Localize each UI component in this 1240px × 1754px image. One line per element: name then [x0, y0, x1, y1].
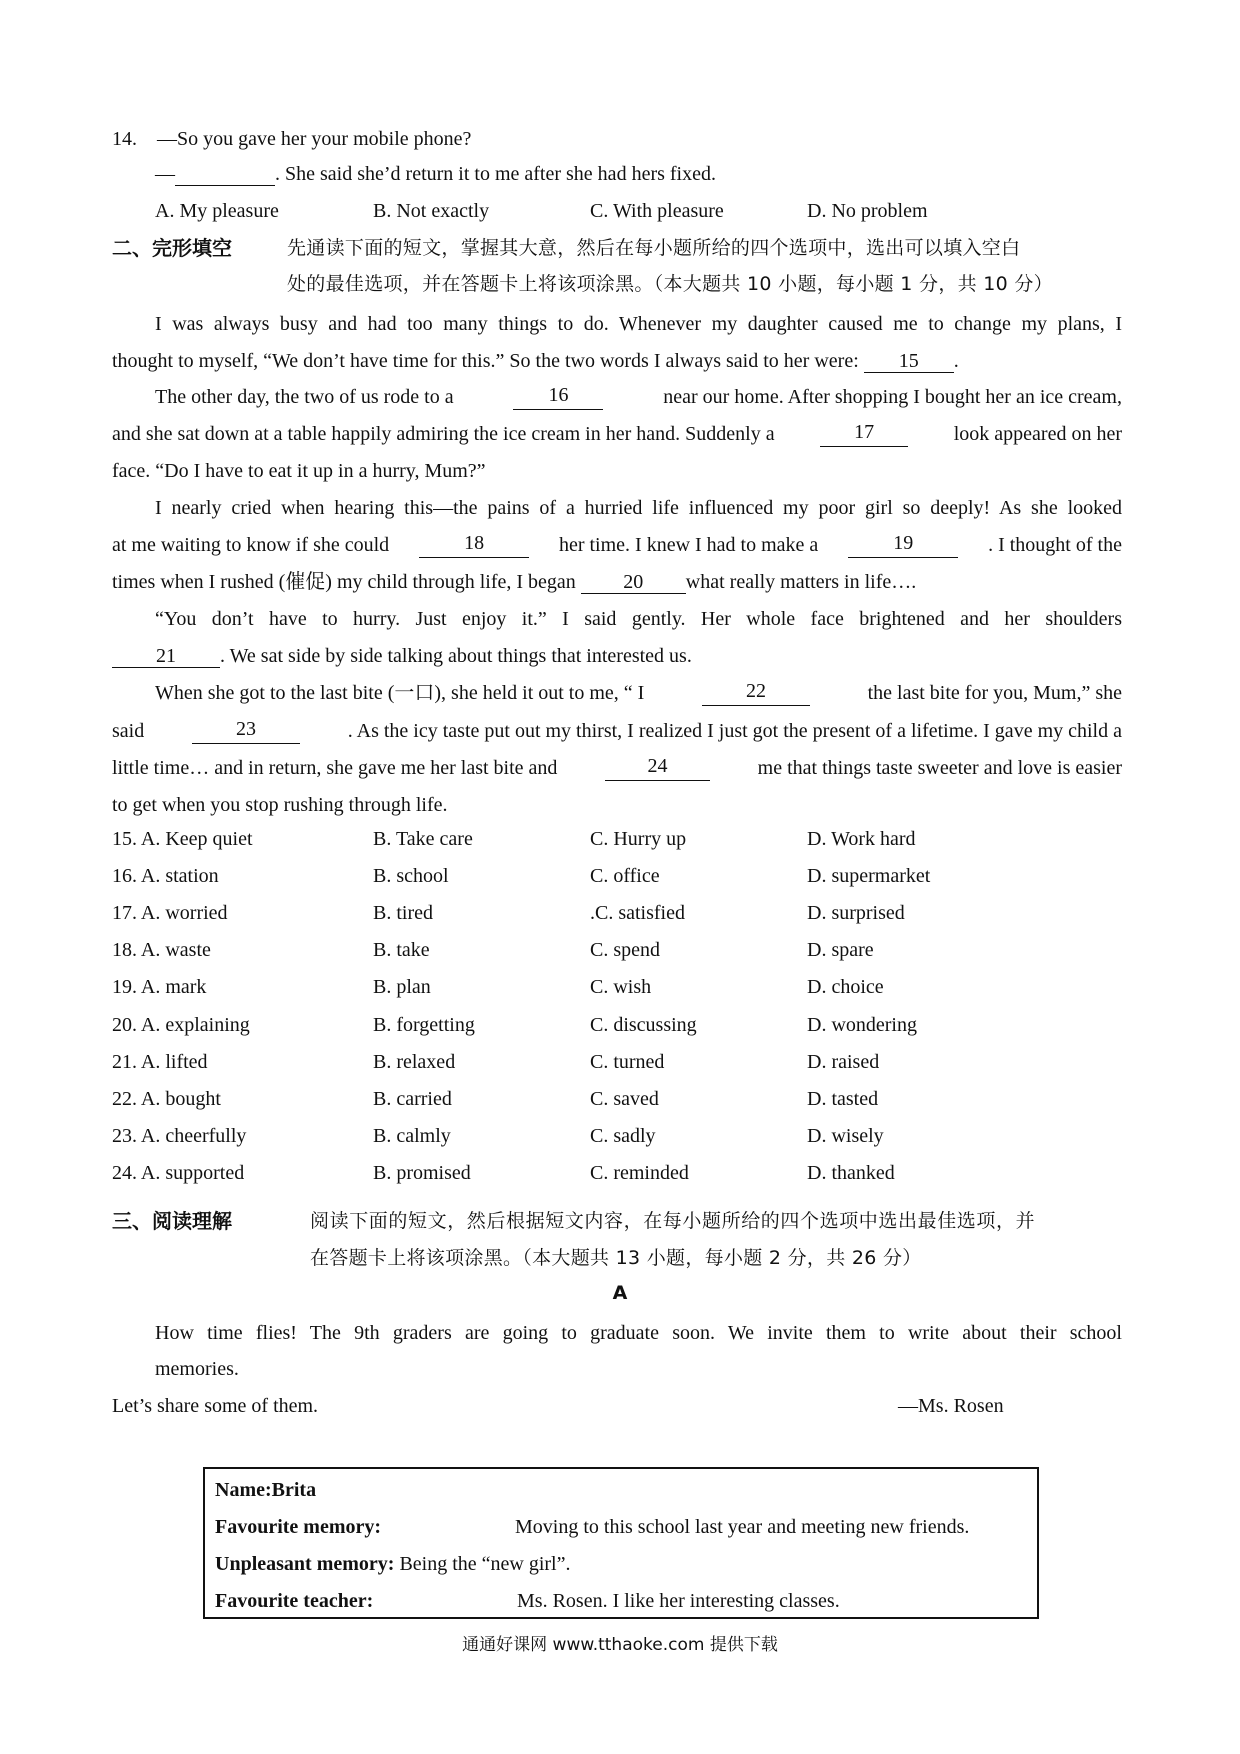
passage-line-10 — [112, 643, 692, 669]
passage-line-14: to get when you stop rushing through life. — [112, 794, 448, 816]
memory-card-unpleasant-memory — [215, 1551, 571, 1577]
passage-text: The other day, the two of us rode to a — [155, 386, 454, 408]
blank-19: 19 — [848, 532, 958, 558]
q14-reply-dash: — — [155, 163, 175, 185]
choice-option: B. forgetting — [373, 1014, 475, 1036]
passage-line-11 — [155, 680, 1122, 706]
choice-option: C. discussing — [590, 1014, 697, 1036]
reading-a-signature: —Ms. Rosen — [898, 1395, 1004, 1417]
choice-option: B. promised — [373, 1162, 471, 1184]
choice-option: B. relaxed — [373, 1051, 456, 1073]
q14-prompt: —So you gave her your mobile phone? — [157, 128, 472, 150]
passage-line-9: “You don’t have to hurry. Just enjoy it.” I said gently. Her whole face brightened and her shoulders — [155, 608, 1122, 630]
favourite-memory-value: Moving to this school last year and meeting new friends. — [515, 1516, 970, 1538]
passage-line-6: I nearly cried when hearing this—the pains of a hurried life influenced my poor girl so deeply! As she looked — [155, 497, 1122, 519]
passage-line-2 — [112, 348, 959, 374]
blank-24: 24 — [605, 755, 710, 781]
choice-option: C. spend — [590, 939, 660, 961]
blank-22: 22 — [702, 680, 810, 706]
choice-option: C. sadly — [590, 1125, 656, 1147]
q14-option-a: A. My pleasure — [155, 200, 279, 222]
unpleasant-memory-label: Unpleasant memory: — [215, 1553, 395, 1575]
q14-option-c: C. With pleasure — [590, 200, 724, 222]
choice-option: 24. A. supported — [112, 1162, 245, 1184]
memory-card-name — [215, 1477, 316, 1503]
reading-a-share-line: Let’s share some of them. — [112, 1395, 319, 1417]
choice-option: D. choice — [807, 976, 884, 998]
memory-card-favourite-memory — [215, 1514, 970, 1540]
choice-option: .C. satisfied — [590, 902, 685, 924]
section2-instruction-2: 处的最佳选项，并在答题卡上将该项涂黑。（本大题共 10 小题，每小题 1 分，共 10 分） — [287, 273, 1053, 295]
q14-reply-line — [155, 161, 716, 187]
q14-prompt-line — [112, 126, 471, 152]
choice-option: D. surprised — [807, 902, 905, 924]
choice-option: B. calmly — [373, 1125, 451, 1147]
choice-option: C. saved — [590, 1088, 659, 1110]
choice-option: B. Take care — [373, 828, 473, 850]
blank-16: 16 — [513, 384, 603, 410]
section3-instruction-2: 在答题卡上将该项涂黑。（本大题共 13 小题，每小题 2 分，共 26 分） — [310, 1247, 922, 1269]
passage-text: and she sat down at a table happily admiring the ice cream in her hand. Suddenly a — [112, 423, 775, 445]
section2-instruction-1: 先通读下面的短文，掌握其大意，然后在每小题所给的四个选项中，选出可以填入空白 — [287, 237, 1021, 259]
favourite-memory-label: Favourite memory: — [215, 1516, 382, 1538]
choice-option: D. wisely — [807, 1125, 884, 1147]
passage-text: When she got to the last bite (一口), she held it out to me, “ I — [155, 682, 645, 704]
passage-line-5: face. “Do I have to eat it up in a hurry, Mum?” — [112, 460, 486, 482]
choice-option: D. wondering — [807, 1014, 917, 1036]
passage-text: times when I rushed (催促) my child through life, I began — [112, 571, 576, 593]
passage-line-1: I was always busy and had too many things to do. Whenever my daughter caused me to change my plans, I — [155, 313, 1122, 335]
choice-option: C. reminded — [590, 1162, 689, 1184]
q14-number: 14. — [112, 128, 137, 150]
passage-text: . — [953, 350, 959, 372]
choice-option: B. carried — [373, 1088, 452, 1110]
passage-text: . We sat side by side talking about things that interested us. — [220, 645, 692, 667]
passage-line-4 — [112, 421, 1122, 447]
passage-text: look appeared on her — [953, 423, 1122, 445]
reading-a-intro-2: memories. — [155, 1358, 239, 1380]
choice-option: 21. A. lifted — [112, 1051, 208, 1073]
memory-card-favourite-teacher — [215, 1588, 840, 1614]
reading-a-intro-1: How time flies! The 9th graders are going to graduate soon. We invite them to write about their school — [155, 1322, 1122, 1344]
choice-option: D. supermarket — [807, 865, 931, 887]
passage-text: little time… and in return, she gave me her last bite and — [112, 757, 558, 779]
passage-text: her time. I knew I had to make a — [558, 534, 819, 556]
page-footer: 通通好课网 www.tthaoke.com 提供下载 — [462, 1635, 778, 1655]
passage-text: thought to myself, “We don’t have time for this.” So the two words I always said to her were: — [112, 350, 859, 372]
blank-17: 17 — [820, 421, 908, 447]
blank-23: 23 — [192, 718, 300, 744]
passage-text: the last bite for you, Mum,” she — [867, 682, 1122, 704]
passage-text: . I thought of the — [988, 534, 1122, 556]
choice-option: D. tasted — [807, 1088, 879, 1110]
q14-option-d: D. No problem — [807, 200, 928, 222]
section2-title: 二、完形填空 — [112, 236, 232, 260]
q14-reply-text: . She said she’d return it to me after she had hers fixed. — [275, 163, 716, 185]
choice-option: D. spare — [807, 939, 874, 961]
choice-option: 18. A. waste — [112, 939, 211, 961]
choice-option: 16. A. station — [112, 865, 219, 887]
favourite-teacher-value: Ms. Rosen. I like her interesting classes. — [517, 1590, 840, 1612]
choice-option: D. thanked — [807, 1162, 895, 1184]
passage-line-3 — [155, 384, 1122, 410]
memory-card — [203, 1467, 1039, 1619]
blank-15: 15 — [864, 350, 954, 373]
section3-title: 三、阅读理解 — [112, 1209, 232, 1233]
passage-text: at me waiting to know if she could — [112, 534, 390, 556]
passage-line-12 — [112, 718, 1122, 744]
choice-option: C. Hurry up — [590, 828, 687, 850]
q14-option-b: B. Not exactly — [373, 200, 490, 222]
choice-option: B. take — [373, 939, 430, 961]
q14-answer-blank — [175, 163, 275, 186]
choice-option: 19. A. mark — [112, 976, 207, 998]
passage-text: . As the icy taste put out my thirst, I realized I just got the present of a lifetime. I gave my child a — [347, 720, 1122, 742]
blank-21: 21 — [112, 645, 220, 668]
name-label: Name:Brita — [215, 1479, 317, 1501]
choice-option: B. tired — [373, 902, 433, 924]
passage-line-13 — [112, 755, 1122, 781]
choice-option: C. wish — [590, 976, 652, 998]
choice-option: 17. A. worried — [112, 902, 228, 924]
choice-option: 22. A. bought — [112, 1088, 221, 1110]
passage-text: near our home. After shopping I bought her an ice cream, — [663, 386, 1122, 408]
favourite-teacher-label: Favourite teacher: — [215, 1590, 374, 1612]
passage-text: me that things taste sweeter and love is easier — [757, 757, 1122, 779]
unpleasant-memory-value: Being the “new girl”. — [399, 1553, 571, 1575]
choice-option: 15. A. Keep quiet — [112, 828, 253, 850]
choice-option: B. school — [373, 865, 449, 887]
choice-option: C. office — [590, 865, 660, 887]
passage-text: said — [112, 720, 145, 742]
choice-option: D. raised — [807, 1051, 880, 1073]
choice-option: C. turned — [590, 1051, 665, 1073]
passage-line-7 — [112, 532, 1122, 558]
choice-option: 23. A. cheerfully — [112, 1125, 247, 1147]
choice-option: 20. A. explaining — [112, 1014, 250, 1036]
choice-option: B. plan — [373, 976, 431, 998]
reading-a-heading: A — [612, 1282, 628, 1304]
passage-line-8 — [112, 569, 916, 595]
choice-option: D. Work hard — [807, 828, 916, 850]
blank-20: 20 — [581, 571, 686, 594]
blank-18: 18 — [419, 532, 529, 558]
passage-text: what really matters in life…. — [685, 571, 917, 593]
section3-instruction-1: 阅读下面的短文，然后根据短文内容，在每小题所给的四个选项中选出最佳选项，并 — [310, 1210, 1036, 1232]
